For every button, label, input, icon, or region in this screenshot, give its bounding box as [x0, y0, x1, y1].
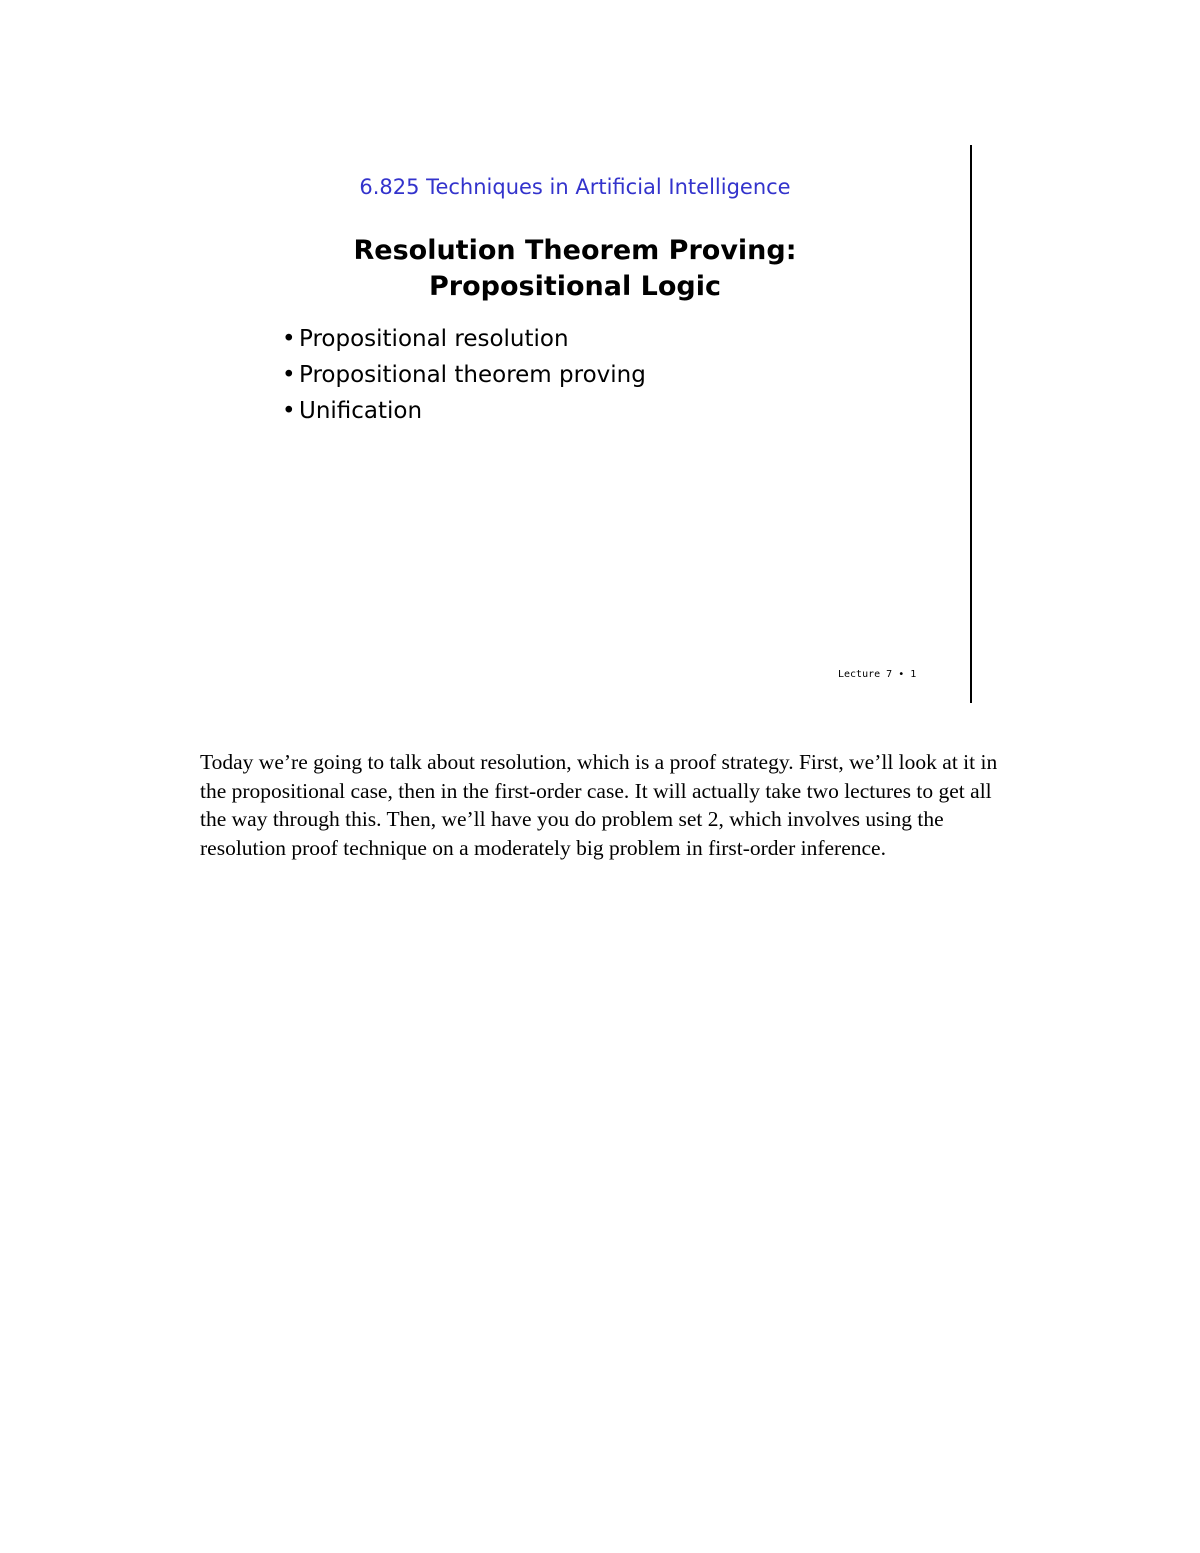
topic-item — [282, 393, 646, 429]
bullet-icon: • — [282, 398, 296, 424]
topic-list — [282, 321, 646, 429]
bullet-icon: • — [282, 326, 296, 352]
topic-item — [282, 357, 646, 393]
slide-panel — [200, 145, 974, 705]
lecture-title-line-1: Resolution Theorem Proving: — [353, 235, 797, 266]
slide-footer: Lecture 7 • 1 — [838, 669, 917, 680]
topic-item — [282, 321, 646, 357]
topic-label: Propositional resolution — [299, 326, 569, 352]
course-title: 6.825 Techniques in Artificial Intelligence — [359, 175, 791, 199]
topic-label: Unification — [299, 398, 423, 424]
topic-label: Propositional theorem proving — [299, 362, 646, 388]
bullet-icon: • — [282, 362, 296, 388]
lecture-title — [200, 233, 950, 305]
lecture-notes: Today we’re going to talk about resolution, which is a proof strategy. First, we’ll look at it in the propositional case, then in the first-order case. It will actually take two lectures to get all the way through this. Then, we’ll have you do problem set 2, which involves using the resolution proof technique on a moderately big problem in first-order inference. — [200, 750, 998, 860]
lecture-title-line-2: Propositional Logic — [428, 271, 721, 302]
